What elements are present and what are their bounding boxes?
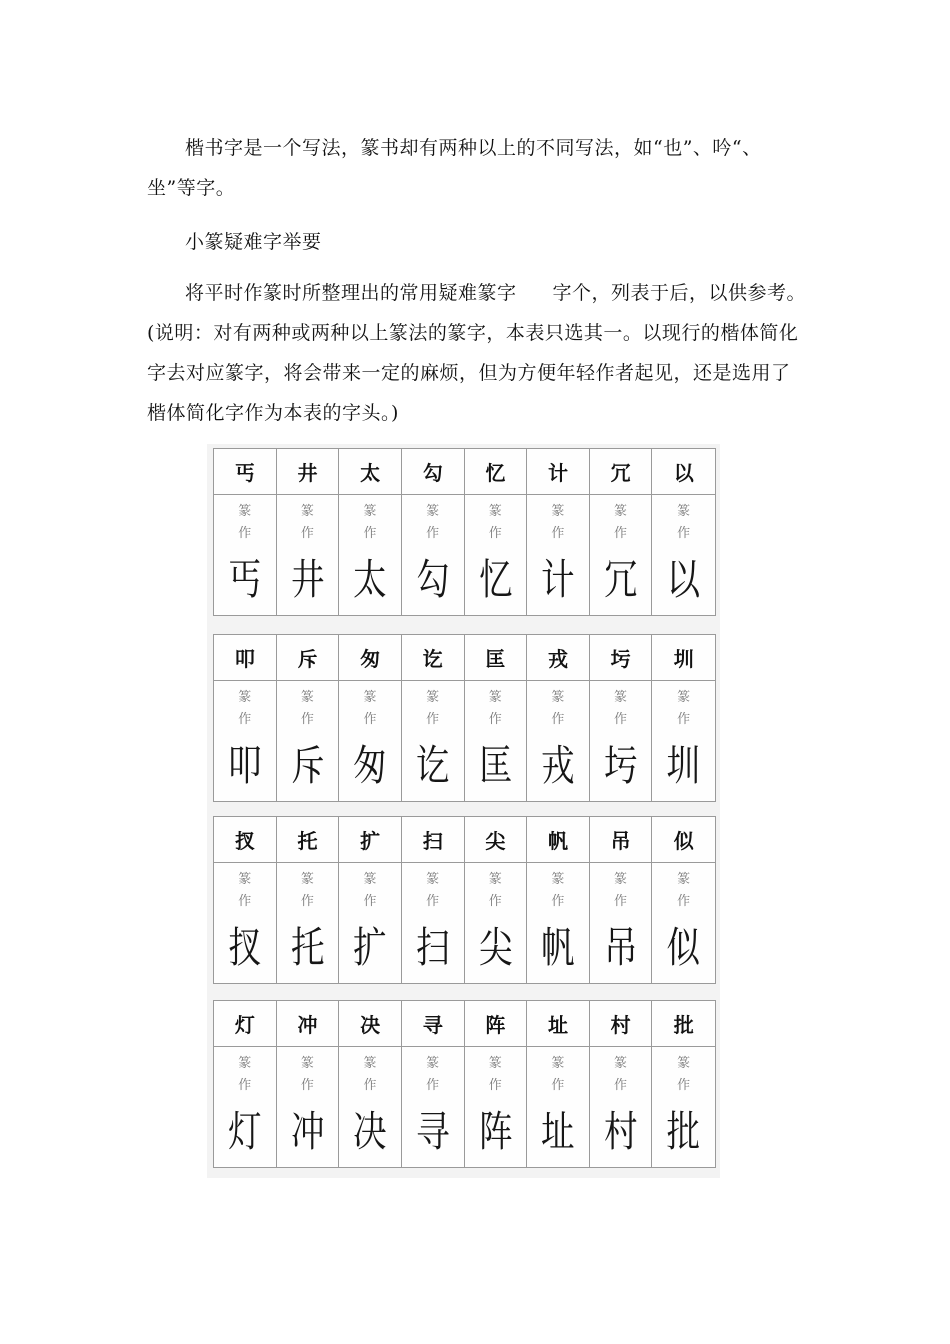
seal-cell — [590, 863, 653, 983]
section-heading: 小篆疑难字举要 — [185, 231, 322, 253]
seal-note-bottom: 作 — [677, 526, 691, 541]
seal-note-bottom: 作 — [614, 526, 628, 541]
seal-note-top: 篆 — [551, 872, 565, 887]
regular-script-char: 帆 — [527, 817, 590, 863]
seal-note — [465, 1053, 527, 1097]
seal-cell — [590, 1047, 653, 1167]
seal-note — [590, 1053, 652, 1097]
seal-cell — [214, 863, 277, 983]
seal-note — [527, 687, 589, 731]
seal-note — [214, 501, 276, 545]
seal-note-top: 篆 — [238, 690, 252, 705]
seal-cell — [527, 1047, 590, 1167]
seal-cell — [339, 495, 402, 615]
seal-script-glyph: 以 — [666, 555, 701, 604]
seal-script-glyph: 匆 — [353, 741, 387, 790]
seal-script-glyph: 井 — [290, 555, 325, 604]
seal-note-bottom: 作 — [238, 526, 252, 541]
seal-script-glyph: 灯 — [228, 1107, 262, 1156]
intro-paragraph: 楷书字是一个写法，篆书却有两种以上的不同写法，如“也”、吟“、坐”等字。 — [147, 137, 762, 199]
seal-cell — [402, 863, 465, 983]
regular-script-char: 勾 — [402, 449, 465, 495]
seal-script-glyph: 村 — [603, 1107, 638, 1156]
seal-cell — [465, 863, 528, 983]
regular-script-char: 扩 — [339, 817, 402, 863]
seal-note — [465, 687, 527, 731]
seal-note — [339, 501, 401, 545]
seal-note — [652, 869, 715, 913]
seal-cell — [465, 681, 528, 801]
regular-script-char: 冲 — [277, 1001, 340, 1047]
seal-note — [527, 1053, 589, 1097]
seal-cell — [277, 1047, 340, 1167]
seal-note — [527, 501, 589, 545]
seal-cell — [339, 863, 402, 983]
seal-note-top: 篆 — [614, 1056, 628, 1071]
seal-note-bottom: 作 — [551, 894, 565, 909]
regular-script-char: 以 — [652, 449, 715, 495]
seal-script-glyph: 忆 — [478, 555, 513, 604]
seal-note-bottom: 作 — [426, 1078, 440, 1093]
seal-note-top: 篆 — [677, 1056, 691, 1071]
seal-cell — [527, 863, 590, 983]
seal-note — [214, 687, 276, 731]
seal-cell — [402, 1047, 465, 1167]
seal-note-top: 篆 — [363, 690, 377, 705]
seal-script-glyph: 扠 — [228, 923, 262, 972]
seal-note-top: 篆 — [488, 1056, 502, 1071]
seal-note — [652, 687, 715, 731]
seal-script-glyph: 太 — [353, 555, 387, 604]
seal-note-top: 篆 — [614, 872, 628, 887]
seal-note-bottom: 作 — [614, 712, 628, 727]
regular-script-char: 批 — [652, 1001, 715, 1047]
seal-note-bottom: 作 — [677, 894, 691, 909]
seal-note — [402, 687, 464, 731]
regular-script-char: 戎 — [527, 635, 590, 681]
seal-cell — [277, 495, 340, 615]
seal-cell — [339, 681, 402, 801]
seal-note — [590, 869, 652, 913]
seal-cell — [527, 681, 590, 801]
table-block-4 — [213, 1000, 716, 1168]
seal-note — [402, 1053, 464, 1097]
seal-script-glyph: 丐 — [228, 555, 262, 604]
seal-script-glyph: 扩 — [353, 923, 387, 972]
seal-note-bottom: 作 — [488, 1078, 502, 1093]
seal-note-top: 篆 — [238, 504, 252, 519]
regular-script-char: 圳 — [652, 635, 715, 681]
seal-note-top: 篆 — [677, 872, 691, 887]
seal-note-bottom: 作 — [238, 894, 252, 909]
seal-cell — [277, 681, 340, 801]
seal-note — [277, 501, 339, 545]
seal-script-glyph: 冲 — [290, 1107, 325, 1156]
seal-note-top: 篆 — [551, 1056, 565, 1071]
seal-script-glyph: 讫 — [415, 741, 450, 790]
seal-script-glyph: 托 — [290, 923, 325, 972]
seal-script-glyph: 勾 — [415, 555, 450, 604]
seal-note-top: 篆 — [488, 872, 502, 887]
regular-script-char: 址 — [527, 1001, 590, 1047]
seal-note-bottom: 作 — [300, 712, 314, 727]
seal-note — [402, 501, 464, 545]
seal-cell — [590, 681, 653, 801]
seal-note-top: 篆 — [300, 1056, 314, 1071]
seal-script-glyph: 批 — [666, 1107, 701, 1156]
seal-note-top: 篆 — [238, 872, 252, 887]
regular-script-char: 斥 — [277, 635, 340, 681]
seal-cell — [465, 495, 528, 615]
seal-note-top: 篆 — [363, 1056, 377, 1071]
seal-note-bottom: 作 — [363, 894, 377, 909]
seal-script-glyph: 尖 — [478, 923, 513, 972]
seal-note-bottom: 作 — [488, 894, 502, 909]
seal-cell — [652, 495, 715, 615]
seal-note — [339, 869, 401, 913]
seal-note-top: 篆 — [426, 1056, 440, 1071]
table-block-1 — [213, 448, 716, 616]
seal-note-bottom: 作 — [677, 1078, 691, 1093]
seal-note-top: 篆 — [426, 504, 440, 519]
regular-script-char: 扫 — [402, 817, 465, 863]
seal-note-bottom: 作 — [677, 712, 691, 727]
regular-script-char: 井 — [277, 449, 340, 495]
seal-script-glyph: 似 — [666, 923, 701, 972]
seal-note — [214, 869, 276, 913]
seal-cell — [339, 1047, 402, 1167]
seal-cell — [652, 681, 715, 801]
seal-note-top: 篆 — [677, 504, 691, 519]
seal-note — [527, 869, 589, 913]
regular-script-char: 尖 — [465, 817, 528, 863]
seal-cell — [214, 681, 277, 801]
seal-note — [339, 687, 401, 731]
seal-cell — [402, 681, 465, 801]
regular-script-char: 阵 — [465, 1001, 528, 1047]
seal-note — [590, 687, 652, 731]
seal-script-glyph: 址 — [541, 1107, 575, 1156]
regular-script-char: 吊 — [590, 817, 653, 863]
seal-cell — [214, 495, 277, 615]
regular-script-char: 丐 — [214, 449, 277, 495]
seal-script-glyph: 吊 — [603, 923, 638, 972]
seal-note-top: 篆 — [363, 504, 377, 519]
seal-note-top: 篆 — [551, 504, 565, 519]
regular-script-char: 似 — [652, 817, 715, 863]
seal-note — [652, 501, 715, 545]
description-part-1: 将平时作篆时所整理出的常用疑难篆字 — [185, 282, 517, 304]
seal-note-top: 篆 — [614, 504, 628, 519]
seal-note-top: 篆 — [614, 690, 628, 705]
seal-note-bottom: 作 — [614, 894, 628, 909]
seal-note-bottom: 作 — [614, 1078, 628, 1093]
seal-note-bottom: 作 — [300, 1078, 314, 1093]
seal-note-top: 篆 — [300, 504, 314, 519]
regular-script-char: 匡 — [465, 635, 528, 681]
regular-script-char: 讫 — [402, 635, 465, 681]
regular-script-char: 决 — [339, 1001, 402, 1047]
seal-cell — [277, 863, 340, 983]
seal-cell — [402, 495, 465, 615]
regular-script-char: 忆 — [465, 449, 528, 495]
seal-note-top: 篆 — [488, 690, 502, 705]
seal-note — [214, 1053, 276, 1097]
seal-note — [277, 687, 339, 731]
seal-script-glyph: 扫 — [415, 923, 450, 972]
seal-script-table — [207, 444, 720, 1178]
regular-script-char: 托 — [277, 817, 340, 863]
description-part-2: 字个，列表于后，以供参考。(说明：对有两种或两种以上篆法的篆字，本表只选其一。以现行的楷体简化字去对应篆字，将会带来一定的麻烦，但为方便年轻作者起见，还是选用了楷体简化字作为本表的字头。) — [147, 282, 807, 424]
seal-note — [277, 1053, 339, 1097]
regular-script-char: 寻 — [402, 1001, 465, 1047]
seal-cell — [652, 863, 715, 983]
seal-note-bottom: 作 — [426, 712, 440, 727]
regular-script-char: 冗 — [590, 449, 653, 495]
seal-note-top: 篆 — [677, 690, 691, 705]
table-block-2 — [213, 634, 716, 802]
seal-note-top: 篆 — [238, 1056, 252, 1071]
seal-script-glyph: 冗 — [603, 555, 638, 604]
seal-note-top: 篆 — [426, 872, 440, 887]
seal-note-top: 篆 — [551, 690, 565, 705]
seal-note-top: 篆 — [426, 690, 440, 705]
seal-note-bottom: 作 — [300, 894, 314, 909]
seal-note — [402, 869, 464, 913]
seal-note-bottom: 作 — [488, 526, 502, 541]
seal-note-bottom: 作 — [363, 1078, 377, 1093]
regular-script-char: 叩 — [214, 635, 277, 681]
seal-note-bottom: 作 — [363, 526, 377, 541]
seal-script-glyph: 圬 — [603, 741, 638, 790]
seal-note-bottom: 作 — [551, 712, 565, 727]
seal-note-top: 篆 — [300, 872, 314, 887]
regular-script-char: 太 — [339, 449, 402, 495]
seal-script-glyph: 决 — [353, 1107, 387, 1156]
seal-note-bottom: 作 — [300, 526, 314, 541]
seal-note — [465, 501, 527, 545]
seal-script-glyph: 寻 — [415, 1107, 450, 1156]
seal-script-glyph: 匡 — [478, 741, 513, 790]
seal-cell — [590, 495, 653, 615]
seal-note-bottom: 作 — [551, 526, 565, 541]
seal-script-glyph: 斥 — [290, 741, 325, 790]
seal-script-glyph: 阵 — [478, 1107, 513, 1156]
seal-note — [590, 501, 652, 545]
seal-note — [652, 1053, 715, 1097]
seal-script-glyph: 叩 — [228, 741, 262, 790]
seal-note-bottom: 作 — [363, 712, 377, 727]
description-paragraph — [147, 273, 807, 433]
seal-script-glyph: 圳 — [666, 741, 701, 790]
seal-note-top: 篆 — [300, 690, 314, 705]
seal-note-bottom: 作 — [426, 894, 440, 909]
regular-script-char: 匆 — [339, 635, 402, 681]
seal-note-top: 篆 — [488, 504, 502, 519]
seal-note-bottom: 作 — [488, 712, 502, 727]
seal-note-bottom: 作 — [426, 526, 440, 541]
seal-note-bottom: 作 — [238, 1078, 252, 1093]
seal-cell — [214, 1047, 277, 1167]
regular-script-char: 村 — [590, 1001, 653, 1047]
seal-cell — [465, 1047, 528, 1167]
regular-script-char: 圬 — [590, 635, 653, 681]
seal-script-glyph: 戎 — [541, 741, 575, 790]
seal-note — [465, 869, 527, 913]
seal-cell — [652, 1047, 715, 1167]
regular-script-char: 扠 — [214, 817, 277, 863]
regular-script-char: 灯 — [214, 1001, 277, 1047]
regular-script-char: 计 — [527, 449, 590, 495]
seal-script-glyph: 帆 — [541, 923, 575, 972]
seal-note-top: 篆 — [363, 872, 377, 887]
seal-note-bottom: 作 — [238, 712, 252, 727]
seal-script-glyph: 计 — [541, 555, 575, 604]
table-block-3 — [213, 816, 716, 984]
seal-cell — [527, 495, 590, 615]
seal-note — [339, 1053, 401, 1097]
seal-note — [277, 869, 339, 913]
seal-note-bottom: 作 — [551, 1078, 565, 1093]
